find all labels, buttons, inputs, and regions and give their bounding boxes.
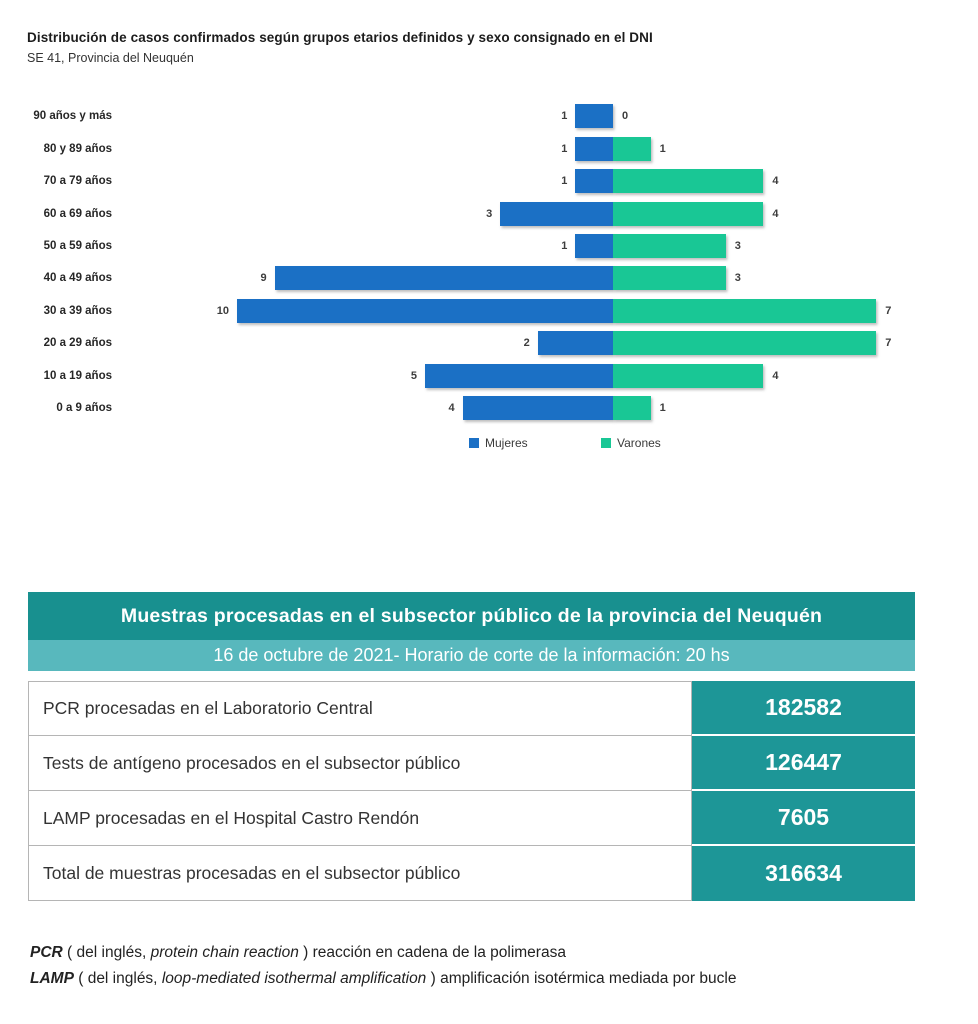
mujeres-value-label: 1 [561,240,568,253]
legend-item-varones [601,436,661,450]
varones-value-label: 4 [772,369,779,382]
varones-value-label: 3 [734,272,741,285]
legend-item-mujeres [469,436,528,450]
legend-swatch-mujeres [469,438,479,448]
mujeres-bar [575,169,613,193]
varones-bar [613,234,726,258]
mujeres-bar [575,137,613,161]
mujeres-value-label: 10 [216,304,229,317]
footnotes [30,944,736,996]
row-label: PCR procesadas en el Laboratorio Central [28,681,692,736]
mujeres-bar [500,202,613,226]
mujeres-bar [575,234,613,258]
age-sex-bar-chart [0,100,978,465]
row-value: 126447 [692,736,915,791]
varones-bar [613,364,763,388]
varones-value-label: 7 [885,337,892,350]
varones-bar [613,137,651,161]
legend-label: Mujeres [485,436,528,450]
mujeres-bar [575,104,613,128]
footnote-italic-phrase: loop-mediated isothermal amplification [161,970,427,987]
varones-bar [613,169,763,193]
mujeres-value-label: 5 [410,369,417,382]
row-value: 182582 [692,681,915,736]
footnote-text: ( del inglés, [62,944,151,961]
mujeres-bar [463,396,613,420]
table-row [28,736,915,791]
category-label: 0 a 9 años [56,402,112,415]
row-value: 7605 [692,791,915,846]
mujeres-value-label: 9 [260,272,267,285]
mujeres-bar [275,266,613,290]
footnote-term: LAMP [30,970,74,987]
samples-table-subheader: 16 de octubre de 2021- Horario de corte de la información: 20 hs [28,640,915,671]
varones-value-label: 0 [622,110,629,123]
footnote-text: ) amplificación isotérmica mediada por bucle [426,970,737,987]
varones-value-label: 1 [659,142,666,155]
varones-bar [613,331,876,355]
category-label: 60 a 69 años [43,207,112,220]
legend-label: Varones [617,436,661,450]
samples-table-body [28,681,915,901]
table-row [28,791,915,846]
varones-value-label: 4 [772,207,779,220]
varones-bar [613,266,726,290]
mujeres-value-label: 1 [561,110,568,123]
varones-value-label: 4 [772,175,779,188]
mujeres-value-label: 2 [523,337,530,350]
row-label: Total de muestras procesadas en el subsector público [28,846,692,901]
table-row [28,846,915,901]
category-label: 50 a 59 años [43,240,112,253]
report-subtitle: SE 41, Provincia del Neuquén [27,51,194,65]
category-label: 30 a 39 años [43,304,112,317]
category-label: 20 a 29 años [43,337,112,350]
varones-value-label: 7 [885,304,892,317]
mujeres-bar [538,331,613,355]
footnote-italic-phrase: protein chain reaction [150,944,299,961]
footnote-text: ( del inglés, [73,970,162,987]
category-label: 40 a 49 años [43,272,112,285]
varones-bar [613,202,763,226]
mujeres-bar [425,364,613,388]
mujeres-value-label: 4 [448,402,455,415]
category-label: 10 a 19 años [43,369,112,382]
footnote-term: PCR [30,944,63,961]
footnote-lamp [30,970,736,988]
samples-table [28,592,915,901]
row-label: Tests de antígeno procesados en el subsector público [28,736,692,791]
footnote-pcr [30,944,736,962]
mujeres-bar [237,299,613,323]
report-title: Distribución de casos confirmados según grupos etarios definidos y sexo consignado en el DNI [27,30,653,45]
mujeres-value-label: 1 [561,142,568,155]
mujeres-value-label: 1 [561,175,568,188]
varones-value-label: 3 [734,240,741,253]
mujeres-value-label: 3 [486,207,493,220]
varones-bar [613,299,876,323]
row-value: 316634 [692,846,915,901]
varones-bar [613,396,651,420]
footnote-text: ) reacción en cadena de la polimerasa [298,944,566,961]
category-label: 70 a 79 años [43,175,112,188]
category-label: 90 años y más [33,110,112,123]
table-row [28,681,915,736]
varones-value-label: 1 [659,402,666,415]
row-label: LAMP procesadas en el Hospital Castro Rendón [28,791,692,846]
samples-table-header: Muestras procesadas en el subsector público de la provincia del Neuquén [28,592,915,640]
category-label: 80 y 89 años [43,142,112,155]
legend-swatch-varones [601,438,611,448]
